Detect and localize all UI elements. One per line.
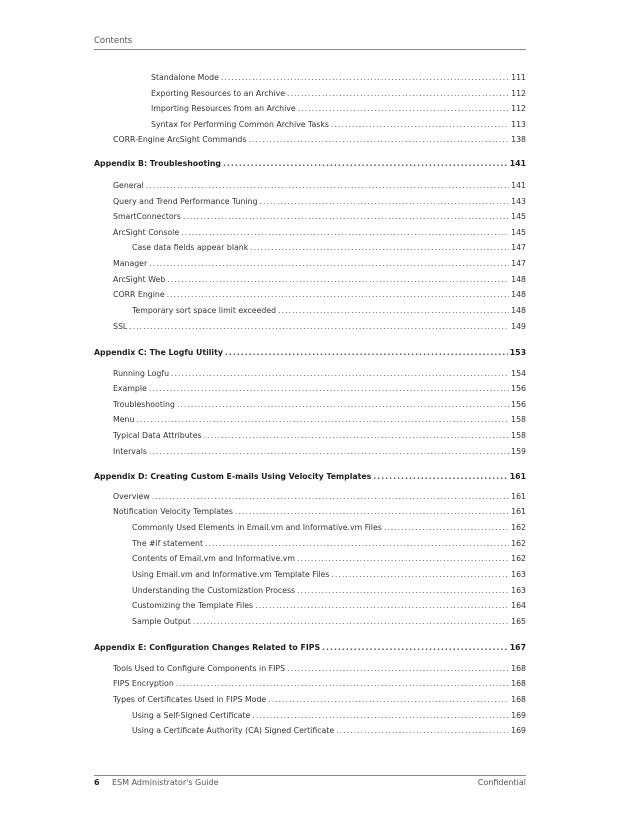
toc-entry[interactable] [151,120,526,130]
toc-dot-leader [204,431,510,441]
toc-entry-title: CORR-Engine ArcSight Commands [113,135,247,144]
toc-entry-page: 167 [509,643,526,652]
toc-entry[interactable] [113,400,526,410]
toc-entry-page: 141 [511,181,526,190]
toc-entry-title: Customizing the Template Files [132,601,254,610]
toc-dot-leader [235,507,509,517]
toc-entry[interactable] [113,664,526,674]
toc-entry[interactable] [113,135,526,145]
toc-dot-leader [183,212,509,222]
toc-entry[interactable] [113,492,526,502]
toc-entry-title: Understanding the Customization Process [132,586,296,595]
toc-entry-title: Notification Velocity Templates [113,507,233,516]
toc-entry-title: Commonly Used Elements in Email.vm and Informative.vm Files [132,523,382,532]
toc-entry-title: FIPS Encryption [113,679,174,688]
toc-entry[interactable] [151,73,526,83]
toc-entry-title: CORR Engine [113,290,165,299]
toc-entry[interactable] [151,104,526,114]
toc-dot-leader [167,275,509,285]
toc-entry[interactable] [113,507,526,517]
toc-dot-leader [176,679,509,689]
toc-entry-title: Query and Trend Performance Tuning [113,197,258,206]
toc-dot-leader [331,120,509,130]
toc-dot-leader [225,348,508,358]
toc-entry-page: 164 [511,601,526,610]
toc-entry-page: 145 [511,212,526,221]
toc-entry-page: 163 [511,570,526,579]
toc-dot-leader [384,523,509,533]
toc-dot-leader [297,554,509,564]
toc-entry-page: 143 [511,197,526,206]
toc-entry[interactable] [113,181,526,191]
toc-dot-leader [221,73,509,83]
toc-entry-page: 148 [511,275,526,284]
toc-entry-title: SmartConnectors [113,212,181,221]
toc-dot-leader [336,726,509,736]
toc-entry-title: Using a Self-Signed Certificate [132,711,251,720]
toc-entry[interactable] [132,523,526,533]
toc-entry-page: 169 [511,711,526,720]
toc-dot-leader [373,472,507,482]
toc-entry-title: Importing Resources from an Archive [151,104,296,113]
toc-entry-title: Appendix D: Creating Custom E-mails Using Velocity Templates [94,472,372,481]
toc-entry-title: Contents of Email.vm and Informative.vm [132,554,296,563]
toc-dot-leader [287,89,509,99]
toc-entry-title: Running Logfu [113,369,170,378]
toc-entry-title: SSL [113,322,128,331]
toc-entry-title: Types of Certificates Used in FIPS Mode [113,695,267,704]
toc-entry[interactable] [113,228,526,238]
toc-entry-page: 165 [511,617,526,626]
toc-entry-page: 153 [509,348,526,357]
toc-entry-title: Manager [113,259,148,268]
toc-entry[interactable] [132,601,526,611]
toc-dot-leader [177,400,509,410]
toc-entry-page: 161 [509,472,526,481]
toc-entry[interactable] [113,695,526,705]
toc-dot-leader [149,384,509,394]
toc-dot-leader [297,586,509,596]
toc-dot-leader [268,695,509,705]
toc-entry-title: Temporary sort space limit exceeded [132,306,277,315]
toc-entry[interactable] [132,726,526,736]
toc-entry[interactable] [113,415,526,425]
footer-page-number: 6 [94,778,100,787]
toc-entry-page: 163 [511,586,526,595]
toc-entry-title: Using a Certificate Authority (CA) Signed Certificate [132,726,335,735]
toc-dot-leader [205,539,509,549]
toc-entry-page: 112 [511,89,526,98]
toc-entry-page: 162 [511,554,526,563]
toc-entry[interactable] [113,259,526,269]
toc-entry-page: 112 [511,104,526,113]
toc-entry[interactable] [113,275,526,285]
toc-entry-page: 169 [511,726,526,735]
toc-entry-page: 156 [511,384,526,393]
toc-dot-leader [298,104,509,114]
toc-entry[interactable] [113,290,526,300]
toc-dot-leader [331,570,509,580]
toc-entry[interactable] [113,384,526,394]
toc-entry[interactable] [151,89,526,99]
toc-dot-leader [149,447,509,457]
toc-entry-title: ArcSight Web [113,275,166,284]
toc-entry[interactable] [132,306,526,316]
toc-entry-page: 158 [511,431,526,440]
toc-entry-page: 168 [511,664,526,673]
toc-dot-leader [250,243,509,253]
toc-entry[interactable] [113,212,526,222]
toc-dot-leader [181,228,509,238]
toc-entry-page: 162 [511,523,526,532]
toc-dot-leader [287,664,509,674]
toc-entry-title: Case data fields appear blank [132,243,249,252]
toc-dot-leader [248,135,509,145]
toc-entry[interactable] [113,197,526,207]
toc-appendix-entry[interactable] [94,348,526,358]
footer-classification: Confidential [477,778,526,787]
toc-entry-page: 148 [511,290,526,299]
toc-appendix-entry[interactable] [94,159,526,169]
toc-entry-title: Appendix C: The Logfu Utility [94,348,223,357]
toc-entry[interactable] [132,570,526,580]
toc-entry-title: Exporting Resources to an Archive [151,89,286,98]
toc-entry-page: 162 [511,539,526,548]
toc-entry-page: 158 [511,415,526,424]
toc-entry-page: 154 [511,369,526,378]
toc-dot-leader [129,322,509,332]
toc-entry[interactable] [132,586,526,596]
header-divider [94,49,526,50]
toc-entry[interactable] [113,679,526,689]
toc-entry-page: 147 [511,259,526,268]
toc-dot-leader [223,159,508,169]
toc-dot-leader [171,369,509,379]
toc-entry-page: 113 [511,120,526,129]
toc-entry-page: 148 [511,306,526,315]
toc-entry[interactable] [132,539,526,549]
toc-entry-page: 161 [511,507,526,516]
toc-appendix-entry[interactable] [94,643,526,653]
toc-entry[interactable] [113,431,526,441]
toc-entry-title: Troubleshooting [113,400,175,409]
toc-entry-page: 168 [511,679,526,688]
toc-entry-title: Overview [113,492,150,501]
toc-entry-title: Standalone Mode [151,73,219,82]
toc-entry-page: 168 [511,695,526,704]
toc-entry-title: Sample Output [132,617,191,626]
toc-entry[interactable] [113,322,526,332]
toc-entry[interactable] [132,617,526,627]
toc-dot-leader [136,415,509,425]
toc-dot-leader [193,617,509,627]
toc-entry-title: Syntax for Performing Common Archive Tasks [151,120,329,129]
toc-entry-title: Example [113,384,147,393]
toc-entry-page: 111 [511,73,526,82]
toc-entry-title: Menu [113,415,135,424]
toc-entry-page: 138 [511,135,526,144]
page-header-title: Contents [94,36,133,46]
toc-entry-page: 145 [511,228,526,237]
toc-dot-leader [152,492,509,502]
footer-divider [94,775,526,776]
toc-entry-page: 141 [509,159,526,168]
toc-entry-title: Appendix E: Configuration Changes Related to FIPS [94,643,321,652]
toc-entry-title: General [113,181,144,190]
toc-entry-page: 147 [511,243,526,252]
footer-guide-title: ESM Administrator's Guide [112,778,219,787]
toc-entry-page: 161 [511,492,526,501]
toc-entry-title: Using Email.vm and Informative.vm Template Files [132,570,330,579]
toc-dot-leader [255,601,509,611]
toc-entry[interactable] [113,369,526,379]
toc-dot-leader [278,306,509,316]
toc-dot-leader [322,643,508,653]
toc-dot-leader [260,197,510,207]
toc-entry-title: Appendix B: Troubleshooting [94,159,221,168]
toc-entry-page: 149 [511,322,526,331]
toc-entry-title: ArcSight Console [113,228,180,237]
toc-entry-page: 156 [511,400,526,409]
toc-dot-leader [149,259,509,269]
toc-dot-leader [252,711,509,721]
toc-appendix-entry[interactable] [94,472,526,482]
toc-entry[interactable] [132,243,526,253]
toc-entry[interactable] [113,447,526,457]
toc-dot-leader [167,290,509,300]
toc-entry-title: Typical Data Attributes [113,431,202,440]
toc-entry[interactable] [132,711,526,721]
toc-entry-title: The #if statement [132,539,204,548]
toc-entry-title: Intervals [113,447,147,456]
toc-entry[interactable] [132,554,526,564]
toc-entry-page: 159 [511,447,526,456]
toc-entry-title: Tools Used to Configure Components in FIPS [113,664,286,673]
toc-dot-leader [146,181,509,191]
